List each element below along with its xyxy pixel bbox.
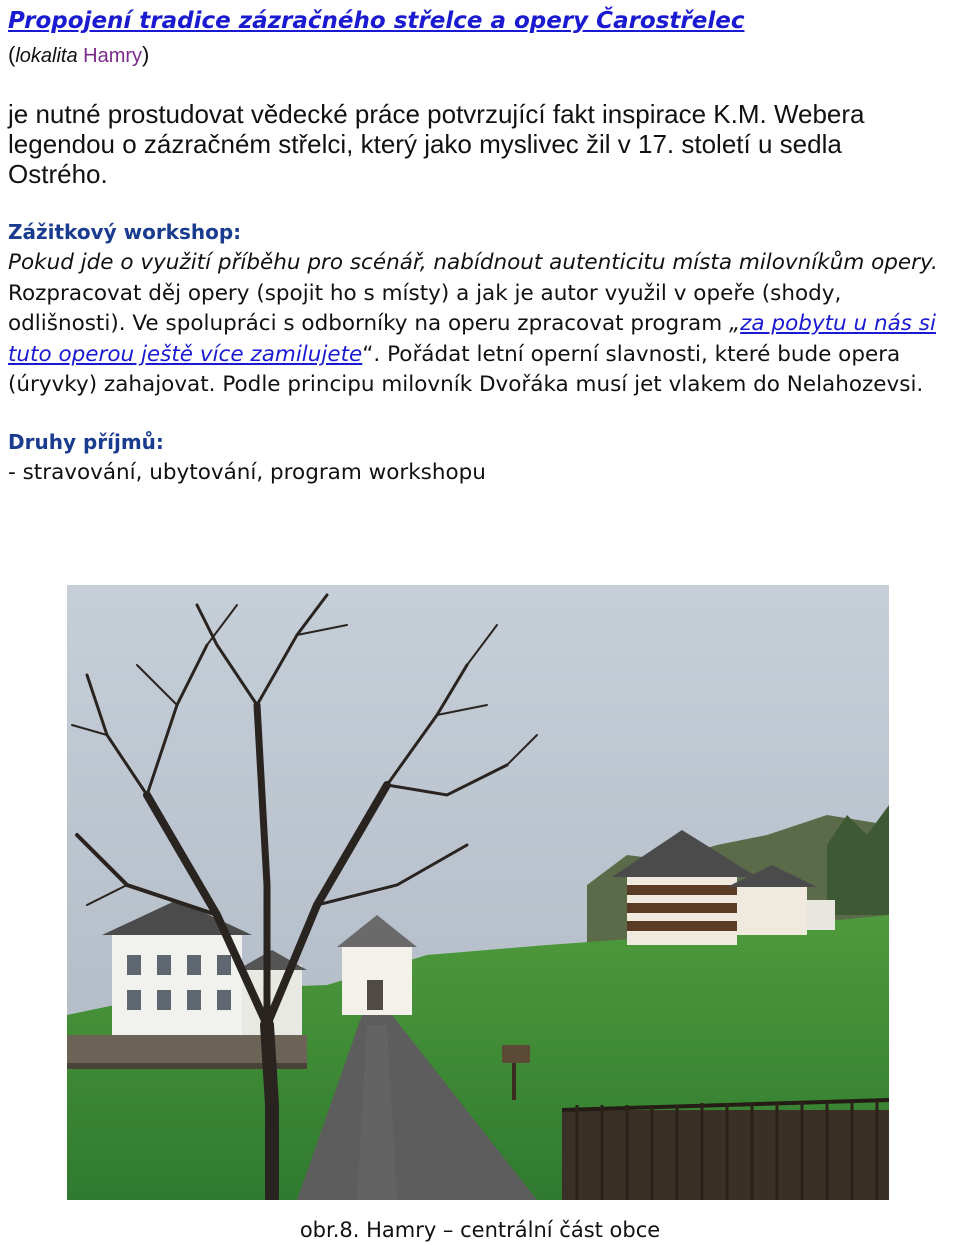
document-body (8, 0, 953, 489)
location-open-paren: ( (8, 42, 16, 67)
location-label: lokalita (15, 45, 84, 67)
location-close-paren: ) (142, 42, 150, 67)
income-text: - stravování, ubytování, program workshopu (8, 459, 486, 485)
workshop-heading: Zážitkový workshop: (8, 220, 242, 244)
location-line (8, 38, 953, 73)
title-link[interactable]: Propojení tradice zázračného střelce a opery Čarostřelec (8, 8, 745, 34)
photo-caption: obr.8. Hamry – centrální část obce (299, 1218, 661, 1242)
workshop-close-quote: “ (362, 341, 374, 367)
workshop-text-part1: Rozpracovat děj opery (spojit ho s místy) a jak je autor využil v opeře (shody, odlišnosti). Ve spolupráci s odborníky na operu zpracovat program (8, 280, 842, 336)
village-photo (67, 585, 889, 1200)
workshop-text-part2: . Pořádat letní operní slavnosti, které bude opera (úryvky) zahajovat. Podle principu milovník Dvořáka musí jet vlakem do Nelahozevsi. (8, 341, 924, 397)
workshop-open-quote: „ (729, 311, 741, 336)
document-title-line (8, 4, 953, 38)
workshop-italic-text: Pokud jde o využití příběhu pro scénář, nabídnout autenticitu místa milovníkům opery. (8, 250, 938, 275)
location-name: Hamry (83, 45, 143, 67)
workshop-paragraph (8, 248, 953, 401)
income-heading: Druhy příjmů: (8, 429, 164, 454)
fence-right (562, 1100, 889, 1200)
intro-paragraph: je nutné prostudovat vědecké práce potvrzující fakt inspirace K.M. Webera legendou o zázračném střelci, který jako myslivec žil v 17. století u sedla Ostrého. (8, 99, 865, 189)
workshop-program-link[interactable]: za pobytu u nás si tuto operou ještě více zamilujete (8, 311, 936, 367)
village-photo-illustration (67, 585, 889, 1200)
